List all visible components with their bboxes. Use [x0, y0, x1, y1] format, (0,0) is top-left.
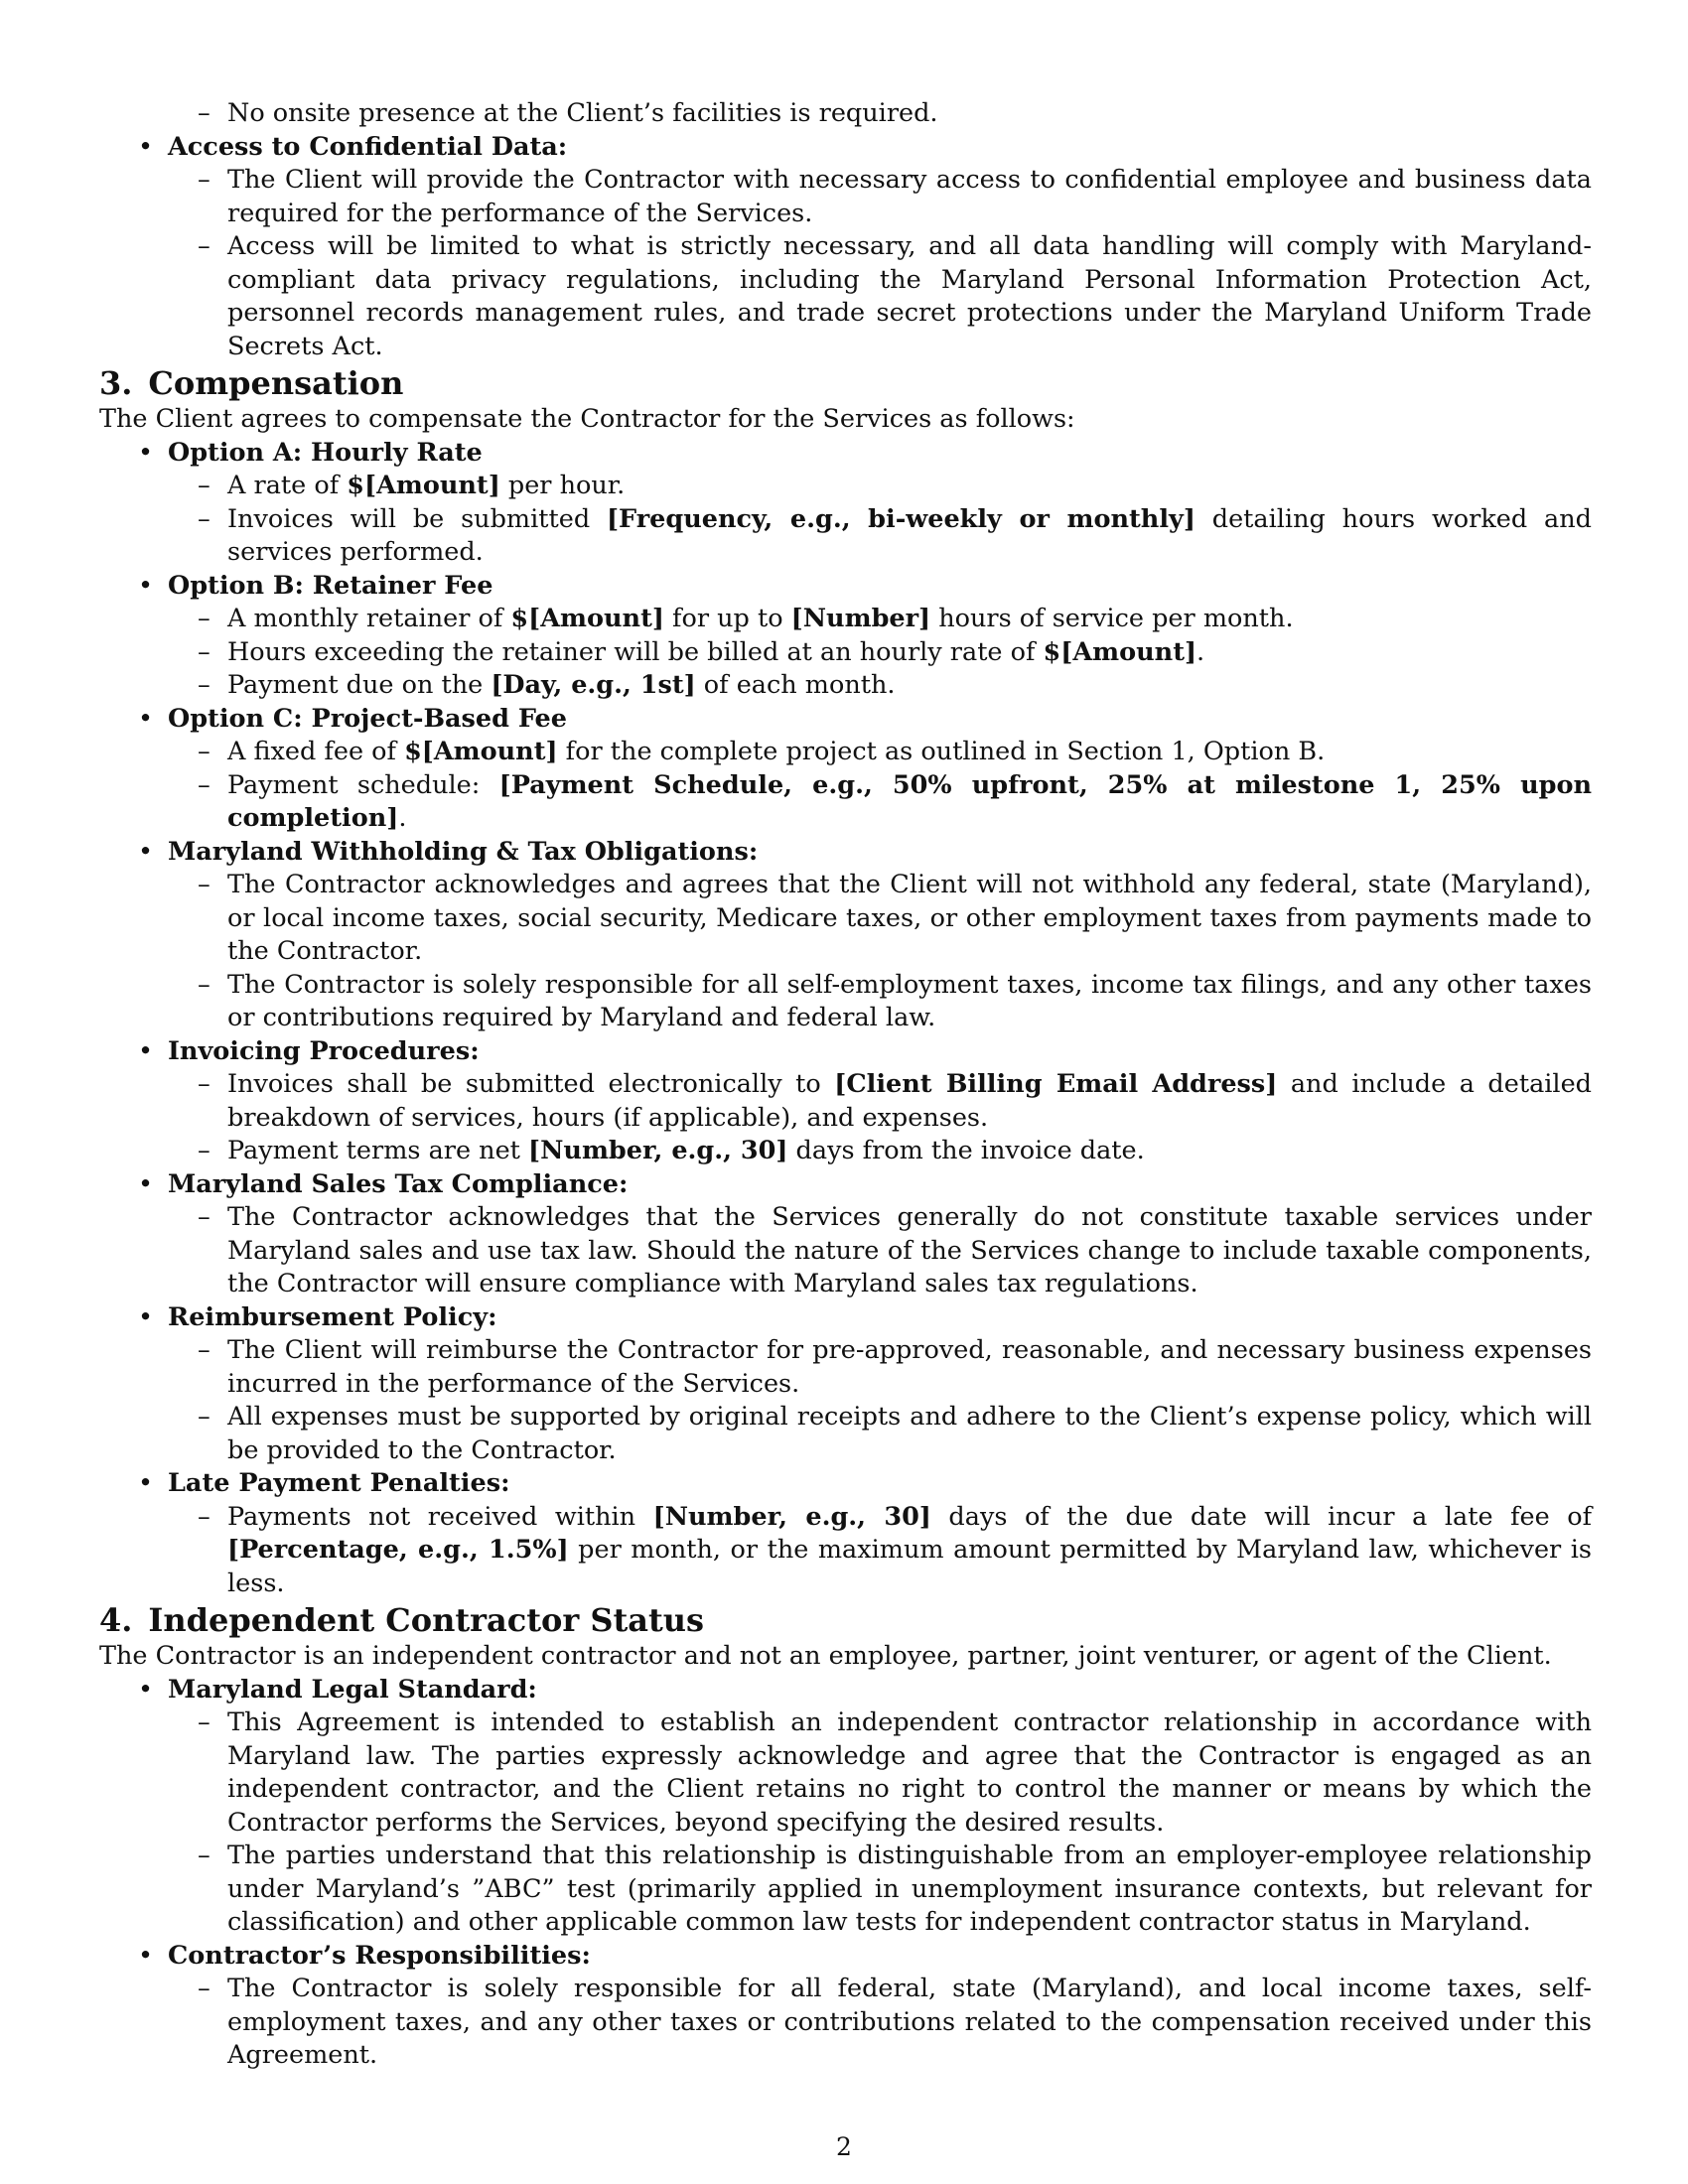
list-item — [99, 131, 1592, 364]
placeholder-field: [Client Billing Email Address] — [834, 1069, 1278, 1099]
list-item — [99, 1301, 1592, 1468]
text-run: All expenses must be supported by original receipts and adhere to the Client’s expense policy, which will be provided to the Contractor. — [227, 1402, 1592, 1465]
item-title: Access to Confidential Data: — [168, 131, 568, 162]
placeholder-field: $[Amount] — [347, 471, 500, 500]
sub-item — [168, 1973, 1592, 2073]
text-run: Payment terms are net — [227, 1136, 529, 1165]
document-page — [99, 97, 1592, 2073]
section-number: 3. — [99, 364, 133, 402]
placeholder-field: [Percentage, e.g., 1.5%] — [227, 1535, 569, 1565]
sub-item — [168, 736, 1592, 769]
item-title: Option B: Retainer Fee — [168, 570, 493, 601]
sub-item — [168, 1135, 1592, 1168]
text-run: for the complete project as outlined in Section 1, Option B. — [557, 737, 1326, 766]
sub-item: – No onsite presence at the Client’s facilities is required. — [168, 97, 1592, 131]
item-title: Invoicing Procedures: — [168, 1035, 480, 1066]
list-item — [99, 836, 1592, 1035]
continued-list-2 — [99, 131, 1592, 364]
text-run: days of the due date will incur a late fee of — [930, 1501, 1593, 1532]
sub-item: – Access will be limited to what is strictly necessary, and all data handling will comply with Maryland-compliant data privacy regulations, including the Maryland Personal Information Protection Act, personnel records management rules, and trade secret protections under the Maryland Uniform Trade Secrets Act. — [168, 230, 1592, 363]
text-run: Payment due on the — [227, 670, 492, 700]
text-run: A rate of — [227, 471, 348, 500]
text-run: The Contractor acknowledges that the Services generally do not constitute taxable services under Maryland sales and use tax law. Should the nature of the Services change to include taxable components, the Contractor will ensure compliance with Maryland sales tax regulations. — [227, 1202, 1592, 1298]
text-run: per hour. — [499, 471, 626, 500]
list-item — [99, 1467, 1592, 1600]
text-run: Hours exceeding the retainer will be billed at an hourly rate of — [227, 636, 1044, 667]
section-title: Compensation — [148, 364, 404, 402]
sub-item — [168, 470, 1592, 503]
text-run: days from the invoice date. — [787, 1136, 1145, 1165]
sub-item — [168, 969, 1592, 1035]
item-title: Maryland Sales Tax Compliance: — [168, 1168, 629, 1199]
text-run: Invoices will be submitted — [227, 503, 607, 534]
sub-item — [168, 769, 1592, 836]
section-title: Independent Contractor Status — [148, 1601, 705, 1639]
text-run: The Contractor is solely responsible for all self-employment taxes, income tax filings, and any other taxes or contributions required by Maryland and federal law. — [227, 969, 1592, 1032]
text-run: hours of service per month. — [930, 604, 1294, 633]
item-title: Contractor’s Responsibilities: — [168, 1940, 591, 1971]
list-item — [99, 1035, 1592, 1168]
sub-item — [168, 603, 1592, 636]
list-item — [99, 1674, 1592, 1940]
section-heading-independent-contractor-status — [99, 1600, 1592, 1640]
compensation-list — [99, 437, 1592, 1601]
sub-item — [168, 1334, 1592, 1401]
item-title: Maryland Legal Standard: — [168, 1674, 537, 1705]
sub-item — [168, 1706, 1592, 1840]
sub-item — [168, 1401, 1592, 1467]
list-item — [99, 703, 1592, 836]
text-run: Invoices shall be submitted electronically to — [227, 1069, 835, 1099]
text-run: A fixed fee of — [227, 737, 405, 766]
text-run: . — [398, 803, 407, 833]
item-title: Late Payment Penalties: — [168, 1468, 510, 1498]
text-run: . — [1196, 636, 1205, 667]
continued-list — [99, 97, 1592, 131]
placeholder-field: [Payment Schedule, e.g., 50% upfront, 25% at milestone 1, 25% upon completion] — [227, 769, 1592, 833]
item-title: Reimbursement Policy: — [168, 1301, 497, 1332]
list-item — [99, 437, 1592, 570]
text-run: for up to — [663, 604, 791, 633]
placeholder-field: [Number, e.g., 30] — [528, 1136, 788, 1165]
item-title: Maryland Withholding & Tax Obligations: — [168, 836, 759, 867]
list-item — [99, 1168, 1592, 1301]
placeholder-field: $[Amount] — [404, 737, 558, 766]
text-run: A monthly retainer of — [227, 604, 511, 633]
placeholder-field: [Number, e.g., 30] — [652, 1501, 931, 1532]
text-run: This Agreement is intended to establish an independent contractor relationship in accordance with Maryland law. The parties expressly acknowledge and agree that the Contractor is engaged as an independent contractor, and the Client retains no right to control the manner or means by which the Contractor performs the Services, beyond specifying the desired results. — [227, 1707, 1592, 1838]
text-run: The Contractor acknowledges and agrees that the Client will not withhold any federal, state (Maryland), or local income taxes, social security, Medicare taxes, or other employment taxes from payments made to the Contractor. — [227, 870, 1592, 966]
text-run: The Client will reimburse the Contractor for pre-approved, reasonable, and necessary business expenses incurred in the performance of the Services. — [227, 1335, 1592, 1399]
sub-item — [168, 636, 1592, 670]
text-run: of each month. — [695, 670, 896, 700]
text-run: and include a detailed breakdown of services, hours (if applicable), and expenses. — [227, 1069, 1593, 1133]
sub-item — [168, 503, 1592, 570]
section-intro: The Client agrees to compensate the Contractor for the Services as follows: — [99, 404, 1075, 434]
text-run: Payment schedule: — [227, 769, 499, 800]
text-run: The Contractor is solely responsible for all federal, state (Maryland), and local income taxes, self-employment taxes, and any other taxes or contributions related to the compensation received under this Agreement. — [227, 1974, 1592, 2070]
sub-item: – The Client will provide the Contractor with necessary access to confidential employee and business data required for the performance of the Services. — [168, 164, 1592, 230]
continued-item-onsite — [99, 97, 1592, 131]
list-item — [99, 570, 1592, 703]
text-run: detailing hours worked and services performed. — [227, 503, 1592, 567]
section-heading-compensation — [99, 363, 1592, 403]
item-title: Option A: Hourly Rate — [168, 437, 483, 468]
sub-item — [168, 1840, 1592, 1940]
section-intro: The Contractor is an independent contractor and not an employee, partner, joint venturer, or agent of the Client. — [99, 1641, 1552, 1671]
section-number: 4. — [99, 1601, 133, 1639]
item-title: Option C: Project-Based Fee — [168, 703, 567, 734]
placeholder-field: [Day, e.g., 1st] — [491, 670, 696, 700]
list-item — [99, 1940, 1592, 2073]
contractor-status-list — [99, 1674, 1592, 2073]
text-run: per month, or the maximum amount permitted by Maryland law, whichever is less. — [227, 1535, 1592, 1598]
text-run: Payments not received within — [227, 1501, 653, 1532]
placeholder-field: [Frequency, e.g., bi-weekly or monthly] — [606, 503, 1196, 534]
sub-item — [168, 1501, 1592, 1601]
sub-item — [168, 869, 1592, 969]
sub-item — [168, 1201, 1592, 1301]
sub-item — [168, 669, 1592, 703]
placeholder-field: $[Amount] — [1043, 636, 1197, 667]
sub-item — [168, 1068, 1592, 1135]
placeholder-field: $[Amount] — [510, 604, 664, 633]
page-number: 2 — [836, 2132, 852, 2161]
placeholder-field: [Number] — [790, 604, 931, 633]
text-run: The parties understand that this relationship is distinguishable from an employer-employee relationship under Maryland’s ”ABC” test (primarily applied in unemployment insurance contexts, but relevant for classification) and other applicable common law tests for independent contractor status in Maryland. — [227, 1841, 1592, 1937]
